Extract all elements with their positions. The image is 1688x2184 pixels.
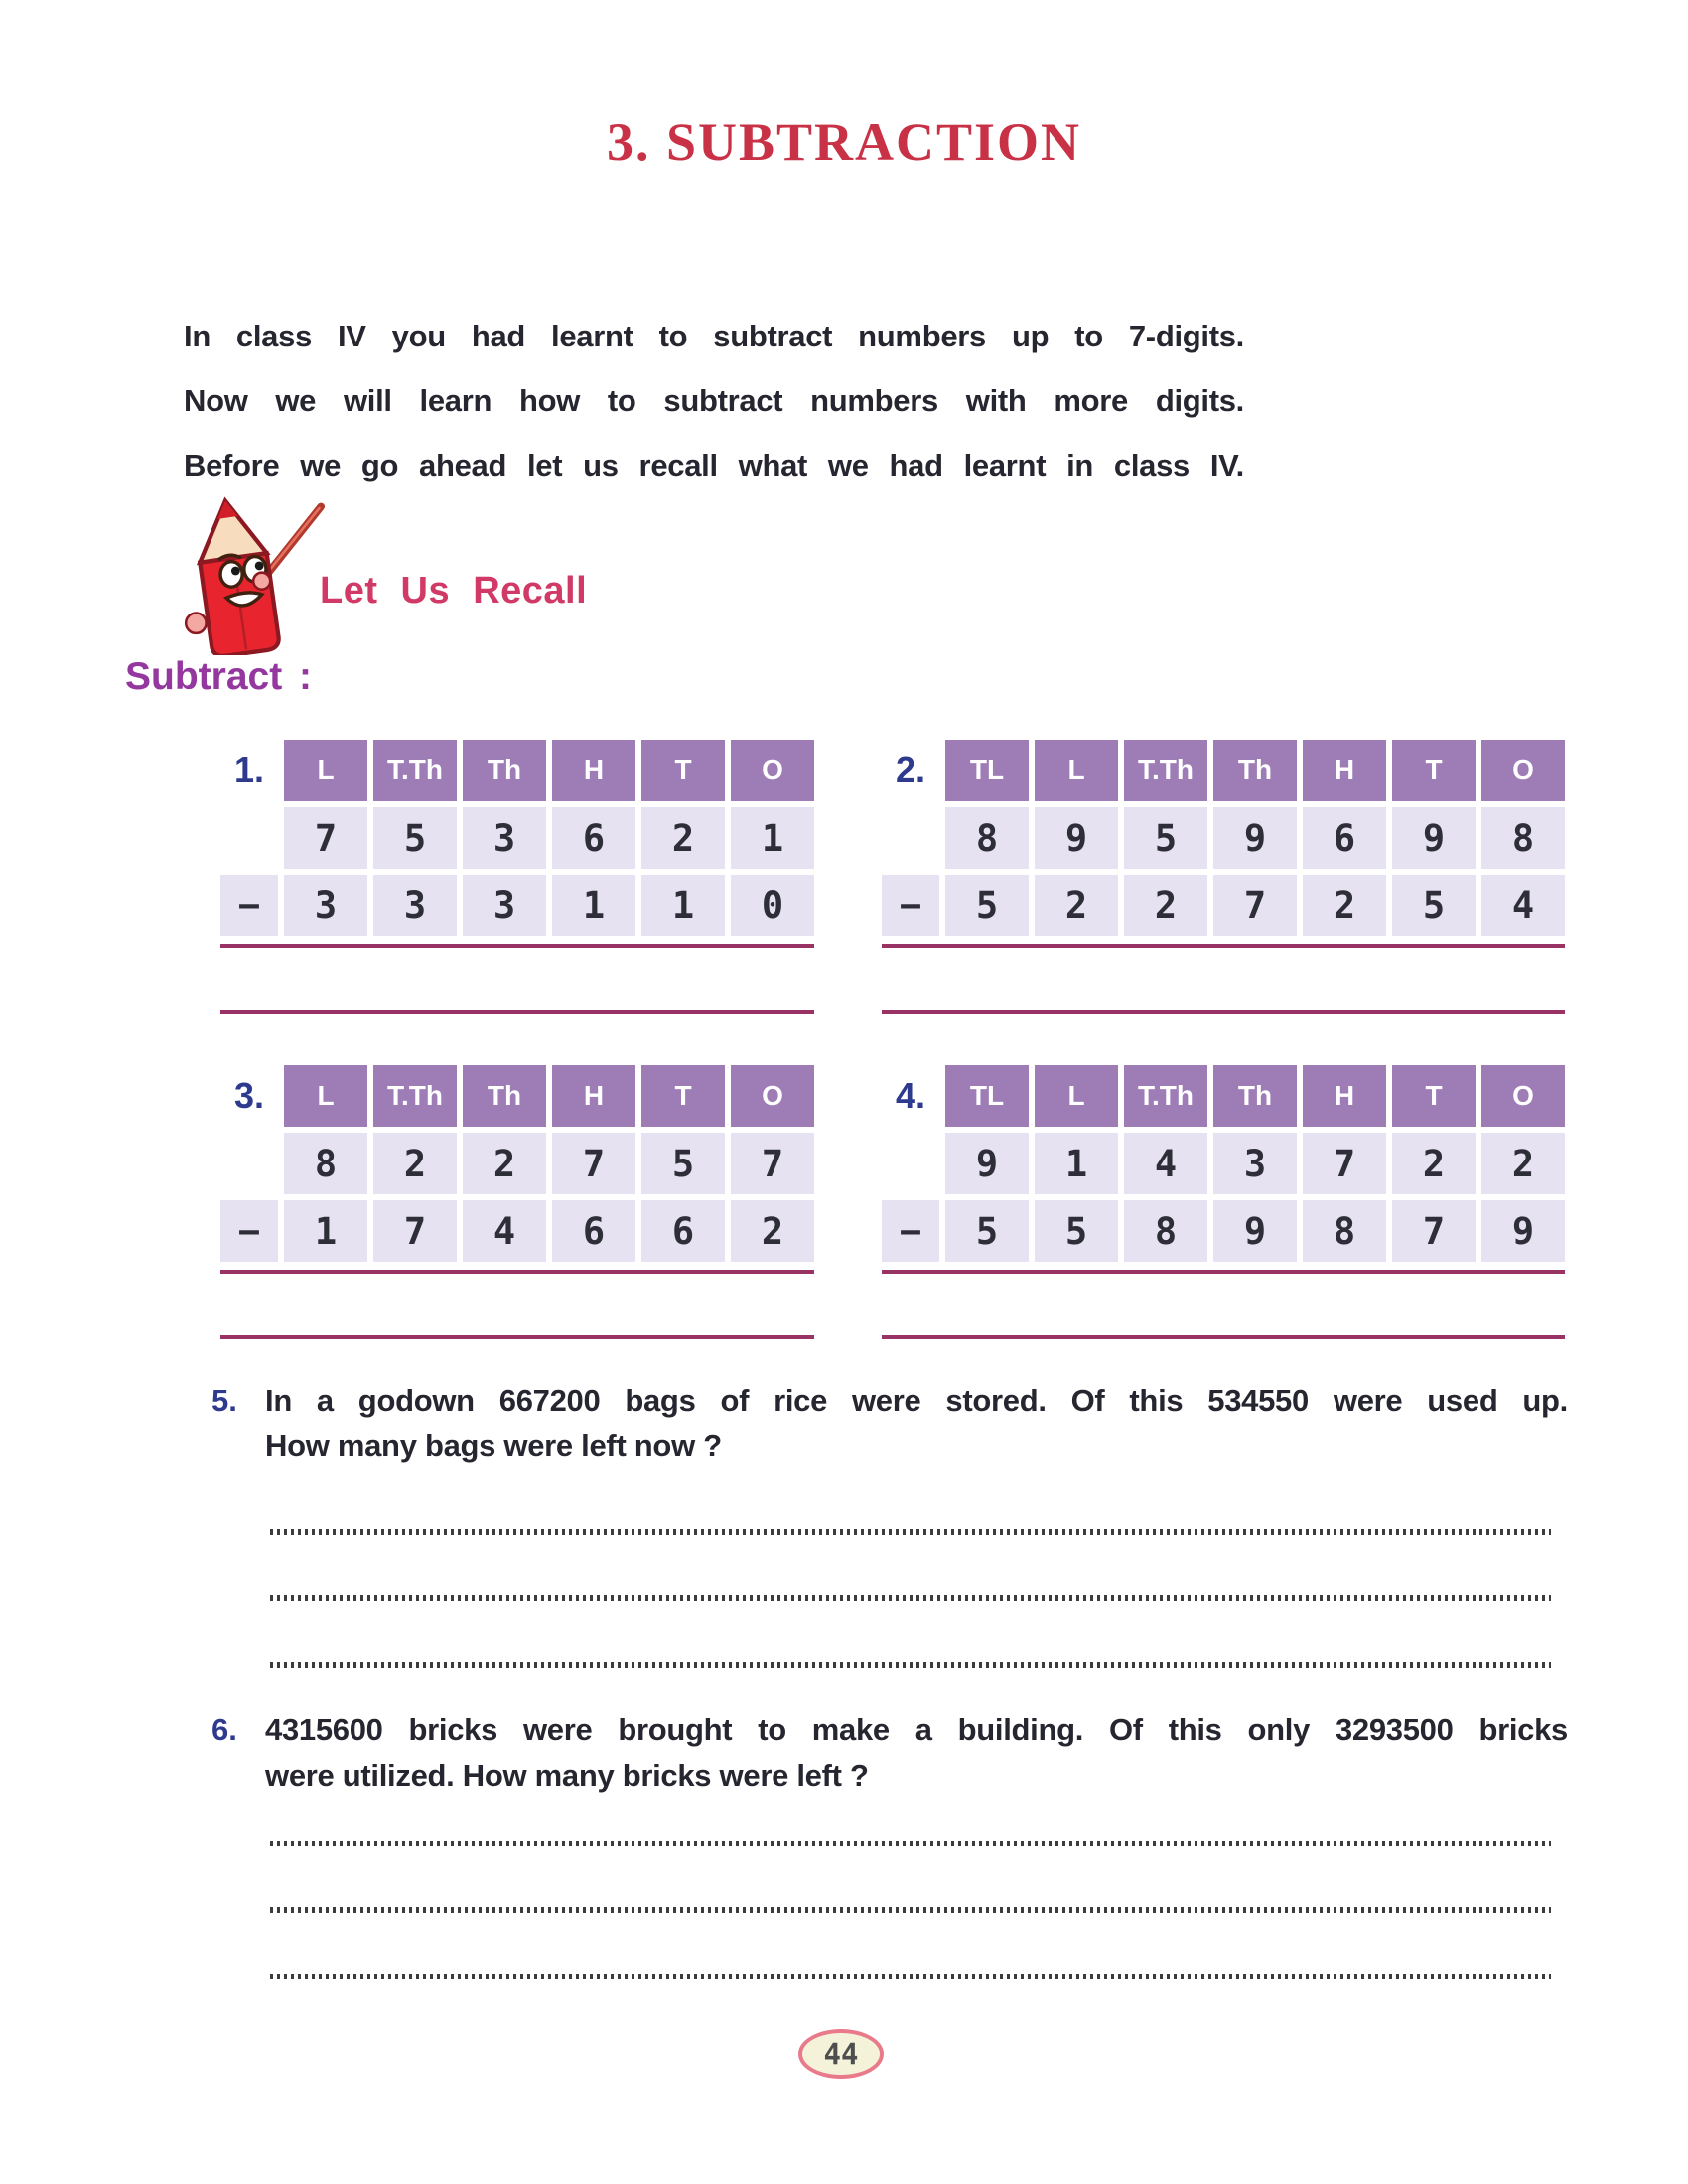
answer-space — [270, 1529, 1551, 1728]
problem-number: 4. — [895, 1075, 926, 1116]
minuend-digit-cell: 2 — [641, 807, 725, 869]
subtrahend-digit-cell: 9 — [1481, 1200, 1565, 1262]
minuend-digit-cell: 9 — [1035, 807, 1118, 869]
place-value-table — [220, 740, 814, 936]
chapter-title: 3. SUBTRACTION — [606, 112, 1082, 172]
minuend-digit-cell: 5 — [1124, 807, 1207, 869]
page-number: 44 — [823, 2037, 859, 2071]
minuend-digit-cell: 8 — [284, 1133, 367, 1194]
sum-rule-line — [220, 1270, 814, 1274]
minuend-digit-cell: 7 — [284, 807, 367, 869]
column-header-cell: O — [731, 740, 814, 801]
subtrahend-digit-cell: 2 — [1124, 875, 1207, 936]
column-header-cell: T.Th — [373, 1065, 457, 1127]
subtrahend-digit-cell: 2 — [1303, 875, 1386, 936]
dotted-answer-line — [270, 1841, 1551, 1846]
column-header-cell: TL — [945, 1065, 1029, 1127]
minuend-digit-cell: 9 — [1392, 807, 1476, 869]
problem-number: 3. — [233, 1075, 265, 1116]
sum-rule-line — [882, 944, 1565, 948]
page-number-badge — [798, 2029, 884, 2079]
column-header-cell: Th — [463, 1065, 546, 1127]
subtract-heading: Subtract : — [125, 655, 313, 698]
minuend-digit-cell: 8 — [1481, 807, 1565, 869]
word-problem-text — [265, 1378, 1568, 1469]
minuend-digit-cell: 6 — [1303, 807, 1386, 869]
subtrahend-digit-cell: 3 — [463, 875, 546, 936]
column-header-cell: Th — [1213, 1065, 1297, 1127]
column-header-cell: O — [1481, 1065, 1565, 1127]
minuend-digit-cell: 2 — [373, 1133, 457, 1194]
column-header-cell: Th — [463, 740, 546, 801]
minus-operator-cell: − — [882, 875, 939, 936]
subtrahend-digit-cell: 4 — [1481, 875, 1565, 936]
pencil-mascot-illustration — [159, 486, 328, 655]
answer-space — [270, 1841, 1551, 2040]
recall-heading: Let Us Recall — [320, 570, 588, 612]
column-header-cell: O — [1481, 740, 1565, 801]
column-header-cell: H — [552, 1065, 635, 1127]
subtrahend-digit-cell: 7 — [1213, 875, 1297, 936]
subtrahend-digit-cell: 5 — [1392, 875, 1476, 936]
minus-operator-cell: − — [220, 875, 278, 936]
subtrahend-digit-cell: 5 — [945, 1200, 1029, 1262]
column-header-cell: T.Th — [373, 740, 457, 801]
minuend-digit-cell: 6 — [552, 807, 635, 869]
column-header-cell: Th — [1213, 740, 1297, 801]
column-header-cell: L — [1035, 1065, 1118, 1127]
column-header-cell: TL — [945, 740, 1029, 801]
subtrahend-digit-cell: 8 — [1124, 1200, 1207, 1262]
minuend-digit-cell: 2 — [1481, 1133, 1565, 1194]
dotted-answer-line — [270, 1595, 1551, 1601]
minuend-digit-cell: 4 — [1124, 1133, 1207, 1194]
column-header-cell: O — [731, 1065, 814, 1127]
dotted-answer-line — [270, 1907, 1551, 1913]
column-header-cell: T — [641, 740, 725, 801]
word-problem-number: 6. — [211, 1712, 237, 1747]
subtraction-problem-4 — [882, 1065, 1565, 1339]
word-problem-6 — [211, 1707, 1568, 1799]
subtrahend-digit-cell: 0 — [731, 875, 814, 936]
word-problem-text — [265, 1707, 1568, 1799]
word-problem-line: In a godown 667200 bags of rice were stored. Of this 534550 were used up. — [265, 1383, 1568, 1418]
minus-operator-cell: − — [882, 1200, 939, 1262]
intro-line: In class IV you had learnt to subtract numbers up to 7-digits. — [184, 319, 1244, 353]
subtrahend-digit-cell: 4 — [463, 1200, 546, 1262]
column-header-cell: H — [1303, 740, 1386, 801]
column-header-cell: T — [641, 1065, 725, 1127]
column-header-cell: T — [1392, 1065, 1476, 1127]
subtraction-problem-2 — [882, 740, 1565, 1014]
intro-line: Before we go ahead let us recall what we had learnt in class IV. — [184, 448, 1244, 482]
subtrahend-digit-cell: 5 — [945, 875, 1029, 936]
word-problem-line: were utilized. How many bricks were left ? — [265, 1758, 869, 1793]
sum-rule-line — [220, 944, 814, 948]
dotted-answer-line — [270, 1529, 1551, 1535]
subtrahend-digit-cell: 2 — [731, 1200, 814, 1262]
word-problem-line: 4315600 bricks were brought to make a building. Of this only 3293500 bricks — [265, 1712, 1568, 1747]
place-value-table — [882, 1065, 1565, 1262]
subtrahend-digit-cell: 8 — [1303, 1200, 1386, 1262]
column-header-cell: T.Th — [1124, 1065, 1207, 1127]
subtraction-problem-1 — [220, 740, 814, 1014]
minuend-digit-cell: 3 — [1213, 1133, 1297, 1194]
intro-paragraphs — [184, 304, 1244, 497]
sum-rule-line — [882, 1270, 1565, 1274]
subtrahend-digit-cell: 7 — [1392, 1200, 1476, 1262]
column-header-cell: H — [1303, 1065, 1386, 1127]
column-header-cell: H — [552, 740, 635, 801]
answer-rule-line — [220, 1335, 814, 1339]
minuend-digit-cell: 9 — [945, 1133, 1029, 1194]
minuend-digit-cell: 1 — [1035, 1133, 1118, 1194]
dotted-answer-line — [270, 1662, 1551, 1668]
minuend-digit-cell: 7 — [731, 1133, 814, 1194]
minuend-digit-cell: 5 — [373, 807, 457, 869]
minuend-digit-cell: 2 — [463, 1133, 546, 1194]
minuend-digit-cell: 5 — [641, 1133, 725, 1194]
answer-rule-line — [220, 1010, 814, 1014]
problem-number: 1. — [233, 750, 265, 790]
answer-rule-line — [882, 1010, 1565, 1014]
column-header-cell: T — [1392, 740, 1476, 801]
minuend-digit-cell: 8 — [945, 807, 1029, 869]
place-value-table — [882, 740, 1565, 936]
column-header-cell: T.Th — [1124, 740, 1207, 801]
minuend-digit-cell: 1 — [731, 807, 814, 869]
column-header-cell: L — [1035, 740, 1118, 801]
intro-line: Now we will learn how to subtract numbers with more digits. — [184, 383, 1244, 418]
word-problem-5 — [211, 1378, 1568, 1469]
word-problem-number: 5. — [211, 1383, 237, 1418]
minuend-digit-cell: 3 — [463, 807, 546, 869]
column-header-cell: L — [284, 1065, 367, 1127]
subtrahend-digit-cell: 9 — [1213, 1200, 1297, 1262]
word-problem-line: How many bags were left now ? — [265, 1429, 722, 1463]
empty-cell — [882, 807, 939, 869]
subtrahend-digit-cell: 3 — [373, 875, 457, 936]
minuend-digit-cell: 7 — [552, 1133, 635, 1194]
subtrahend-digit-cell: 2 — [1035, 875, 1118, 936]
empty-cell — [220, 1133, 278, 1194]
subtrahend-digit-cell: 6 — [552, 1200, 635, 1262]
answer-rule-line — [882, 1335, 1565, 1339]
subtrahend-digit-cell: 1 — [284, 1200, 367, 1262]
column-header-cell: L — [284, 740, 367, 801]
dotted-answer-line — [270, 1974, 1551, 1979]
minus-operator-cell: − — [220, 1200, 278, 1262]
empty-cell — [220, 807, 278, 869]
subtraction-problem-3 — [220, 1065, 814, 1339]
place-value-table — [220, 1065, 814, 1262]
empty-cell — [882, 1133, 939, 1194]
minuend-digit-cell: 7 — [1303, 1133, 1386, 1194]
subtrahend-digit-cell: 5 — [1035, 1200, 1118, 1262]
minuend-digit-cell: 9 — [1213, 807, 1297, 869]
minuend-digit-cell: 2 — [1392, 1133, 1476, 1194]
subtrahend-digit-cell: 7 — [373, 1200, 457, 1262]
problem-number: 2. — [895, 750, 926, 790]
subtrahend-digit-cell: 6 — [641, 1200, 725, 1262]
subtrahend-digit-cell: 1 — [552, 875, 635, 936]
subtrahend-digit-cell: 1 — [641, 875, 725, 936]
subtrahend-digit-cell: 3 — [284, 875, 367, 936]
